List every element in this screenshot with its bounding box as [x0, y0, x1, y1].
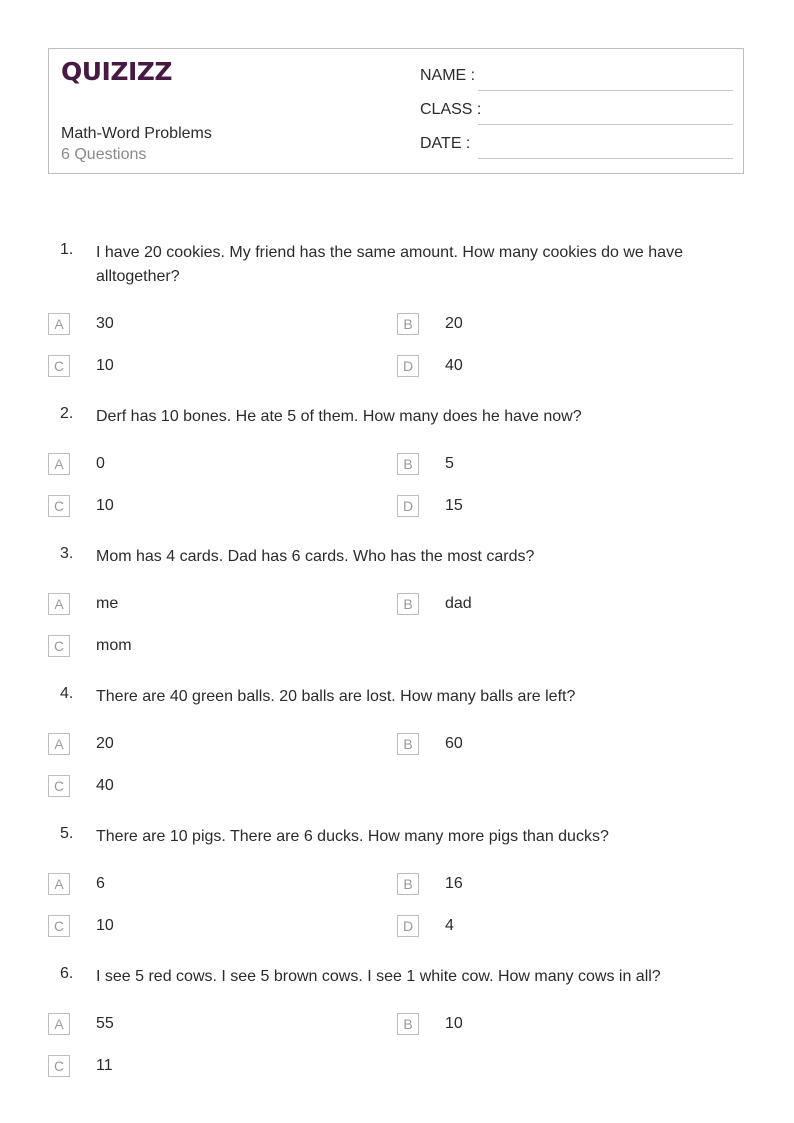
option-text: 4: [445, 917, 454, 934]
question-text: Derf has 10 bones. He ate 5 of them. How many does he have now?: [96, 408, 582, 425]
option-text: 10: [445, 1015, 463, 1032]
option-letter-box[interactable]: B: [397, 453, 419, 475]
date-field[interactable]: [420, 135, 733, 159]
option-text: 0: [96, 455, 105, 472]
option-letter-box[interactable]: B: [397, 873, 419, 895]
question-number: 6.: [60, 965, 74, 982]
option-text: mom: [96, 637, 132, 654]
question-number: 3.: [60, 545, 74, 562]
option-text: 10: [96, 917, 114, 934]
option-text: 30: [96, 315, 114, 332]
name-label: NAME :: [420, 67, 476, 84]
class-line[interactable]: [478, 124, 733, 125]
date-line[interactable]: [478, 158, 733, 159]
question-number: 4.: [60, 685, 74, 702]
question-number: 1.: [60, 241, 74, 258]
option-letter-box[interactable]: A: [48, 593, 70, 615]
option-letter-box[interactable]: A: [48, 313, 70, 335]
option-letter-box[interactable]: A: [48, 453, 70, 475]
option-letter-box[interactable]: C: [48, 915, 70, 937]
option-letter-box[interactable]: B: [397, 313, 419, 335]
option-letter-box[interactable]: D: [397, 495, 419, 517]
option-text: 20: [445, 315, 463, 332]
option-text: dad: [445, 595, 472, 612]
option-letter-box[interactable]: A: [48, 1013, 70, 1035]
option-letter-box[interactable]: B: [397, 593, 419, 615]
quizizz-logo: QUIZIZZ: [61, 57, 173, 86]
option-letter-box[interactable]: C: [48, 495, 70, 517]
option-text: 10: [96, 357, 114, 374]
worksheet-header: [48, 48, 744, 174]
question-text: There are 40 green balls. 20 balls are lost. How many balls are left?: [96, 688, 576, 705]
date-label: DATE :: [420, 135, 471, 152]
option-letter-box[interactable]: C: [48, 635, 70, 657]
question-count: 6 Questions: [61, 146, 147, 163]
option-text: 40: [445, 357, 463, 374]
option-text: 6: [96, 875, 105, 892]
name-field[interactable]: [420, 67, 733, 91]
option-text: 5: [445, 455, 454, 472]
option-letter-box[interactable]: C: [48, 775, 70, 797]
option-letter-box[interactable]: D: [397, 355, 419, 377]
option-text: 11: [96, 1057, 113, 1074]
name-line[interactable]: [478, 90, 733, 91]
class-field[interactable]: [420, 101, 733, 125]
question-text: Mom has 4 cards. Dad has 6 cards. Who has the most cards?: [96, 548, 535, 565]
option-text: 10: [96, 497, 114, 514]
option-letter-box[interactable]: A: [48, 733, 70, 755]
question-text: I have 20 cookies. My friend has the same amount. How many cookies do we have alltogether?: [96, 244, 683, 285]
option-text: 20: [96, 735, 114, 752]
option-text: 55: [96, 1015, 114, 1032]
option-letter-box[interactable]: C: [48, 1055, 70, 1077]
question-text: There are 10 pigs. There are 6 ducks. How many more pigs than ducks?: [96, 828, 609, 845]
option-text: 40: [96, 777, 114, 794]
option-text: 16: [445, 875, 463, 892]
option-text: me: [96, 595, 119, 612]
question-number: 5.: [60, 825, 74, 842]
worksheet-title: Math-Word Problems: [61, 125, 212, 142]
option-letter-box[interactable]: A: [48, 873, 70, 895]
option-text: 15: [445, 497, 463, 514]
option-letter-box[interactable]: B: [397, 1013, 419, 1035]
option-letter-box[interactable]: C: [48, 355, 70, 377]
option-letter-box[interactable]: D: [397, 915, 419, 937]
question-text: I see 5 red cows. I see 5 brown cows. I see 1 white cow. How many cows in all?: [96, 968, 661, 985]
class-label: CLASS :: [420, 101, 482, 118]
option-text: 60: [445, 735, 463, 752]
question-number: 2.: [60, 405, 74, 422]
option-letter-box[interactable]: B: [397, 733, 419, 755]
